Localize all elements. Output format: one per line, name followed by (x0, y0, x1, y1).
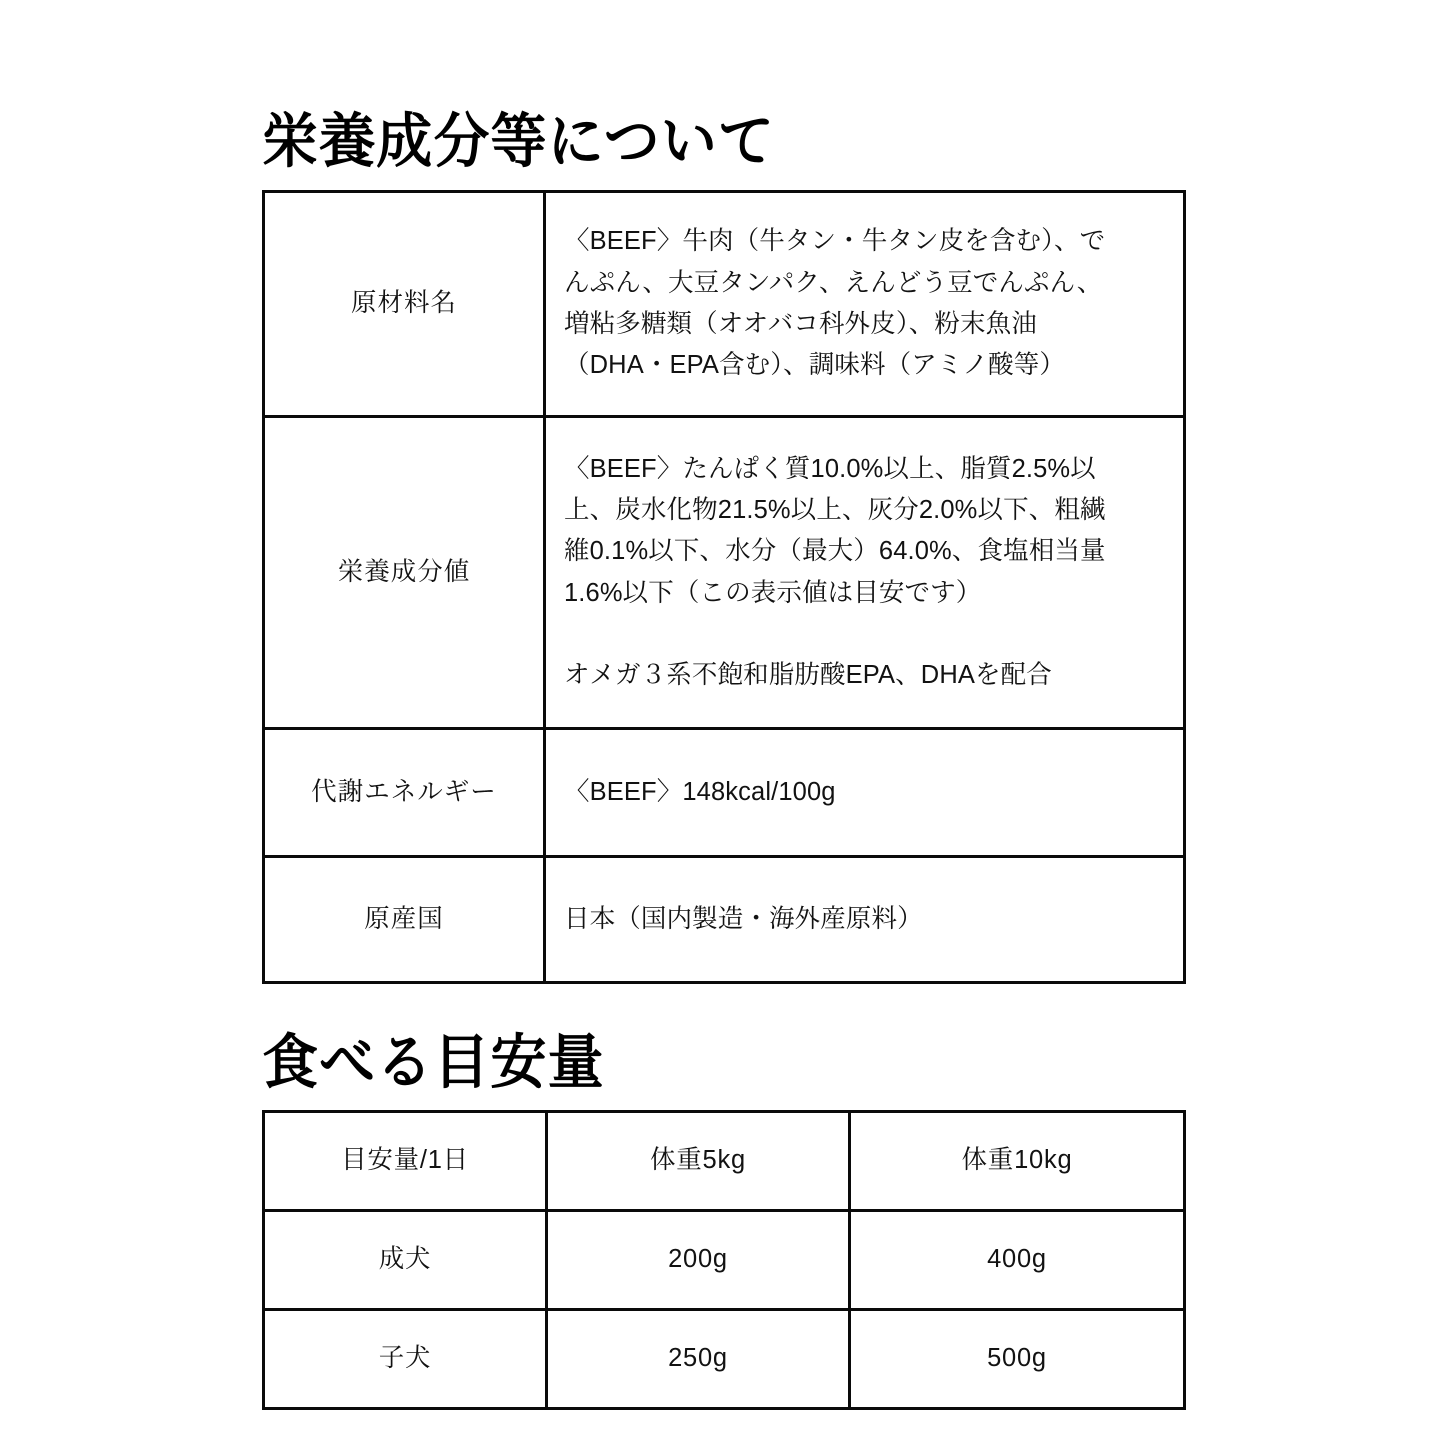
table-row (264, 1310, 1185, 1409)
text-line: 〈BEEF〉たんぱく質10.0%以上、脂質2.5%以 (564, 454, 1096, 483)
row-label-origin: 原産国 (264, 857, 545, 983)
row-value-nutrients (545, 417, 1185, 729)
column-header-weight-10kg: 体重10kg (850, 1112, 1185, 1211)
row-value-ingredients (545, 192, 1185, 417)
text-line: 増粘多糖類（オオバコ科外皮）、粉末魚油 (564, 310, 1037, 338)
table-row (264, 1211, 1185, 1310)
row-label-ingredients: 原材料名 (264, 192, 545, 417)
table-row (264, 417, 1185, 729)
text-line: 上、炭水化物21.5%以上、灰分2.0%以下、粗繊 (564, 495, 1106, 524)
text-line: 〈BEEF〉牛肉（牛タン・牛タン皮を含む）、で (564, 227, 1106, 256)
row-value-origin (545, 857, 1185, 983)
table-row (264, 192, 1185, 417)
text-line: 日本（国内製造・海外産原料） (564, 904, 923, 933)
row-label-energy: 代謝エネルギー (264, 729, 545, 857)
text-line-omega3: オメガ３系不飽和脂肪酸EPA、DHAを配合 (564, 661, 1052, 690)
column-header-daily-amount: 目安量/1日 (264, 1112, 547, 1211)
cell-adult-10kg: 400g (850, 1211, 1185, 1310)
row-value-energy (545, 729, 1185, 857)
table-row (264, 729, 1185, 857)
feeding-guide-table (262, 1110, 1186, 1410)
blank-line (564, 614, 1167, 655)
text-line: 維0.1%以下、水分（最大）64.0%、食塩相当量 (564, 537, 1106, 566)
cell-adult-5kg: 200g (547, 1211, 850, 1310)
row-label-puppy: 子犬 (264, 1310, 547, 1409)
text-line: （DHA・EPA含む）、調味料（アミノ酸等） (564, 351, 1066, 380)
row-label-nutrients: 栄養成分値 (264, 417, 545, 729)
nutrition-table (262, 190, 1186, 984)
nutrition-section-heading: 栄養成分等について (262, 106, 775, 177)
cell-puppy-5kg: 250g (547, 1310, 850, 1409)
table-row (264, 857, 1185, 983)
text-line: んぷん、大豆タンパク、えんどう豆でんぷん、 (564, 268, 1103, 297)
feeding-section-heading: 食べる目安量 (262, 1027, 605, 1098)
text-line: 1.6%以下（この表示値は目安です） (564, 578, 982, 607)
column-header-weight-5kg: 体重5kg (547, 1112, 850, 1211)
table-header-row (264, 1112, 1185, 1211)
row-label-adult-dog: 成犬 (264, 1211, 547, 1310)
text-line: 〈BEEF〉148kcal/100g (564, 777, 836, 806)
cell-puppy-10kg: 500g (850, 1310, 1185, 1409)
